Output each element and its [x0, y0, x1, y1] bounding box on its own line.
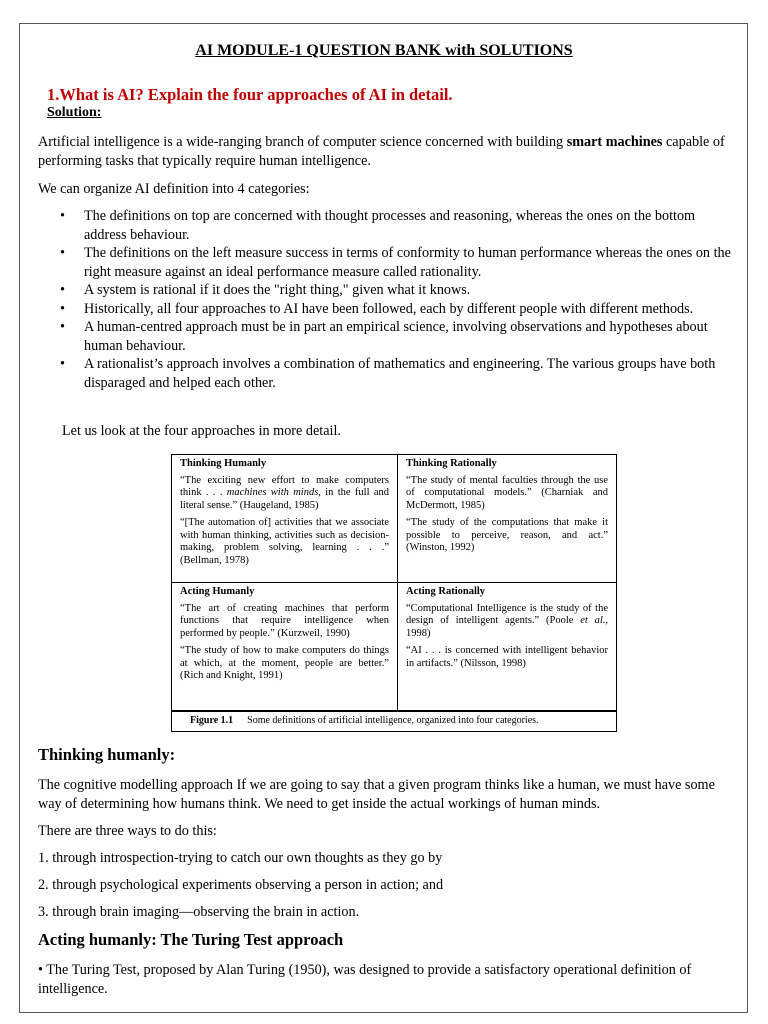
cell-quote: “The exciting new effort to make computers think . . . machines with minds, in the full and literal sense.” (Haugeland, 1985): [180, 474, 389, 511]
figure-caption: [190, 715, 539, 728]
cell-acting-rationally: [398, 583, 616, 678]
figure-caption-label: Figure 1.1: [190, 715, 234, 726]
cell-quote: “The art of creating machines that perform functions that require intelligence when performed by people.” (Kurzweil, 1990): [180, 602, 389, 639]
bullet-item: • Historically, all four approaches to AI have been followed, each by different people with different methods.: [38, 300, 738, 319]
solution-label: Solution:: [47, 105, 102, 120]
figure-ai-definitions: [171, 454, 617, 732]
bullet-item: • A system is rational if it does the "right thing," given what it knows.: [38, 281, 738, 300]
figure-caption-text: Some definitions of artificial intelligence, organized into four categories.: [247, 715, 539, 726]
question-heading: 1.What is AI? Explain the four approaches of AI in detail.: [47, 85, 453, 104]
thinking-humanly-heading: Thinking humanly:: [38, 745, 176, 764]
cell-quote: “The study of mental faculties through the use of computational models.” (Charniak and McDermott, 1985): [406, 474, 608, 511]
categories-bullet-list: [38, 207, 738, 392]
document-title: AI MODULE-1 QUESTION BANK with SOLUTIONS: [195, 42, 573, 59]
way-item: 2. through psychological experiments observing a person in action; and: [38, 877, 444, 893]
bullet-item: • The definitions on top are concerned with thought processes and reasoning, whereas the ones on the bottom address behaviour.: [38, 207, 738, 244]
three-ways-paragraph: There are three ways to do this:: [38, 823, 217, 839]
bullet-item: • A human-centred approach must be in part an empirical science, involving observations and hypotheses about human behaviour.: [38, 318, 738, 355]
cell-quote: “The study of the computations that make it possible to perceive, reason, and act.” (Winston, 1992): [406, 517, 608, 553]
cell-quote: “AI . . . is concerned with intelligent behavior in artifacts.” (Nilsson, 1998): [406, 645, 608, 669]
cell-heading: Thinking Rationally: [406, 458, 497, 469]
intro-bold-term: smart machines: [566, 134, 663, 150]
cell-heading: Thinking Humanly: [180, 458, 267, 469]
turing-paragraph: • The Turing Test, proposed by Alan Turing (1950), was designed to provide a satisfactory operational definition of intelligence.: [38, 962, 692, 997]
cell-quote: “Computational Intelligence is the study of the design of intelligent agents.” (Poole et al., 1998): [406, 602, 609, 639]
organize-paragraph: We can organize AI definition into 4 categories:: [38, 181, 310, 197]
cell-quote: “The study of how to make computers do things at which, at the moment, people are better.” (Rich and Knight, 1991): [180, 645, 389, 681]
acting-humanly-heading: Acting humanly: The Turing Test approach: [38, 930, 344, 949]
cell-quote: “[The automation of] activities that we associate with human thinking, activities such as decision-making, problem solving, learning . . .” (Bellman, 1978): [180, 517, 389, 566]
figure-caption-rule: [172, 710, 616, 712]
look-paragraph: Let us look at the four approaches in more detail.: [62, 423, 341, 439]
cell-thinking-rationally: [398, 455, 616, 563]
way-item: 3. through brain imaging—observing the brain in action.: [38, 904, 360, 920]
cell-heading: Acting Humanly: [180, 586, 255, 597]
cell-acting-humanly: [172, 583, 397, 691]
bullet-item: • The definitions on the left measure success in terms of conformity to human performance whereas the ones on the right measure against an ideal performance measure called rationality.: [38, 244, 738, 281]
cognitive-paragraph: The cognitive modelling approach If we are going to say that a given program thinks like a human, we must have some way of determining how humans think. We need to get inside the actual workings of human minds.: [38, 777, 715, 812]
cell-heading: Acting Rationally: [406, 586, 486, 597]
cell-thinking-humanly: [172, 455, 397, 575]
intro-paragraph: Artificial intelligence is a wide-ranging branch of computer science concerned with building smart machines capable of performing tasks that typically require human intelligence.: [38, 134, 725, 169]
way-item: 1. through introspection-trying to catch our own thoughts as they go by: [38, 850, 443, 866]
bullet-item: • A rationalist’s approach involves a combination of mathematics and engineering. The various groups have both disparaged and helped each other.: [38, 355, 738, 392]
